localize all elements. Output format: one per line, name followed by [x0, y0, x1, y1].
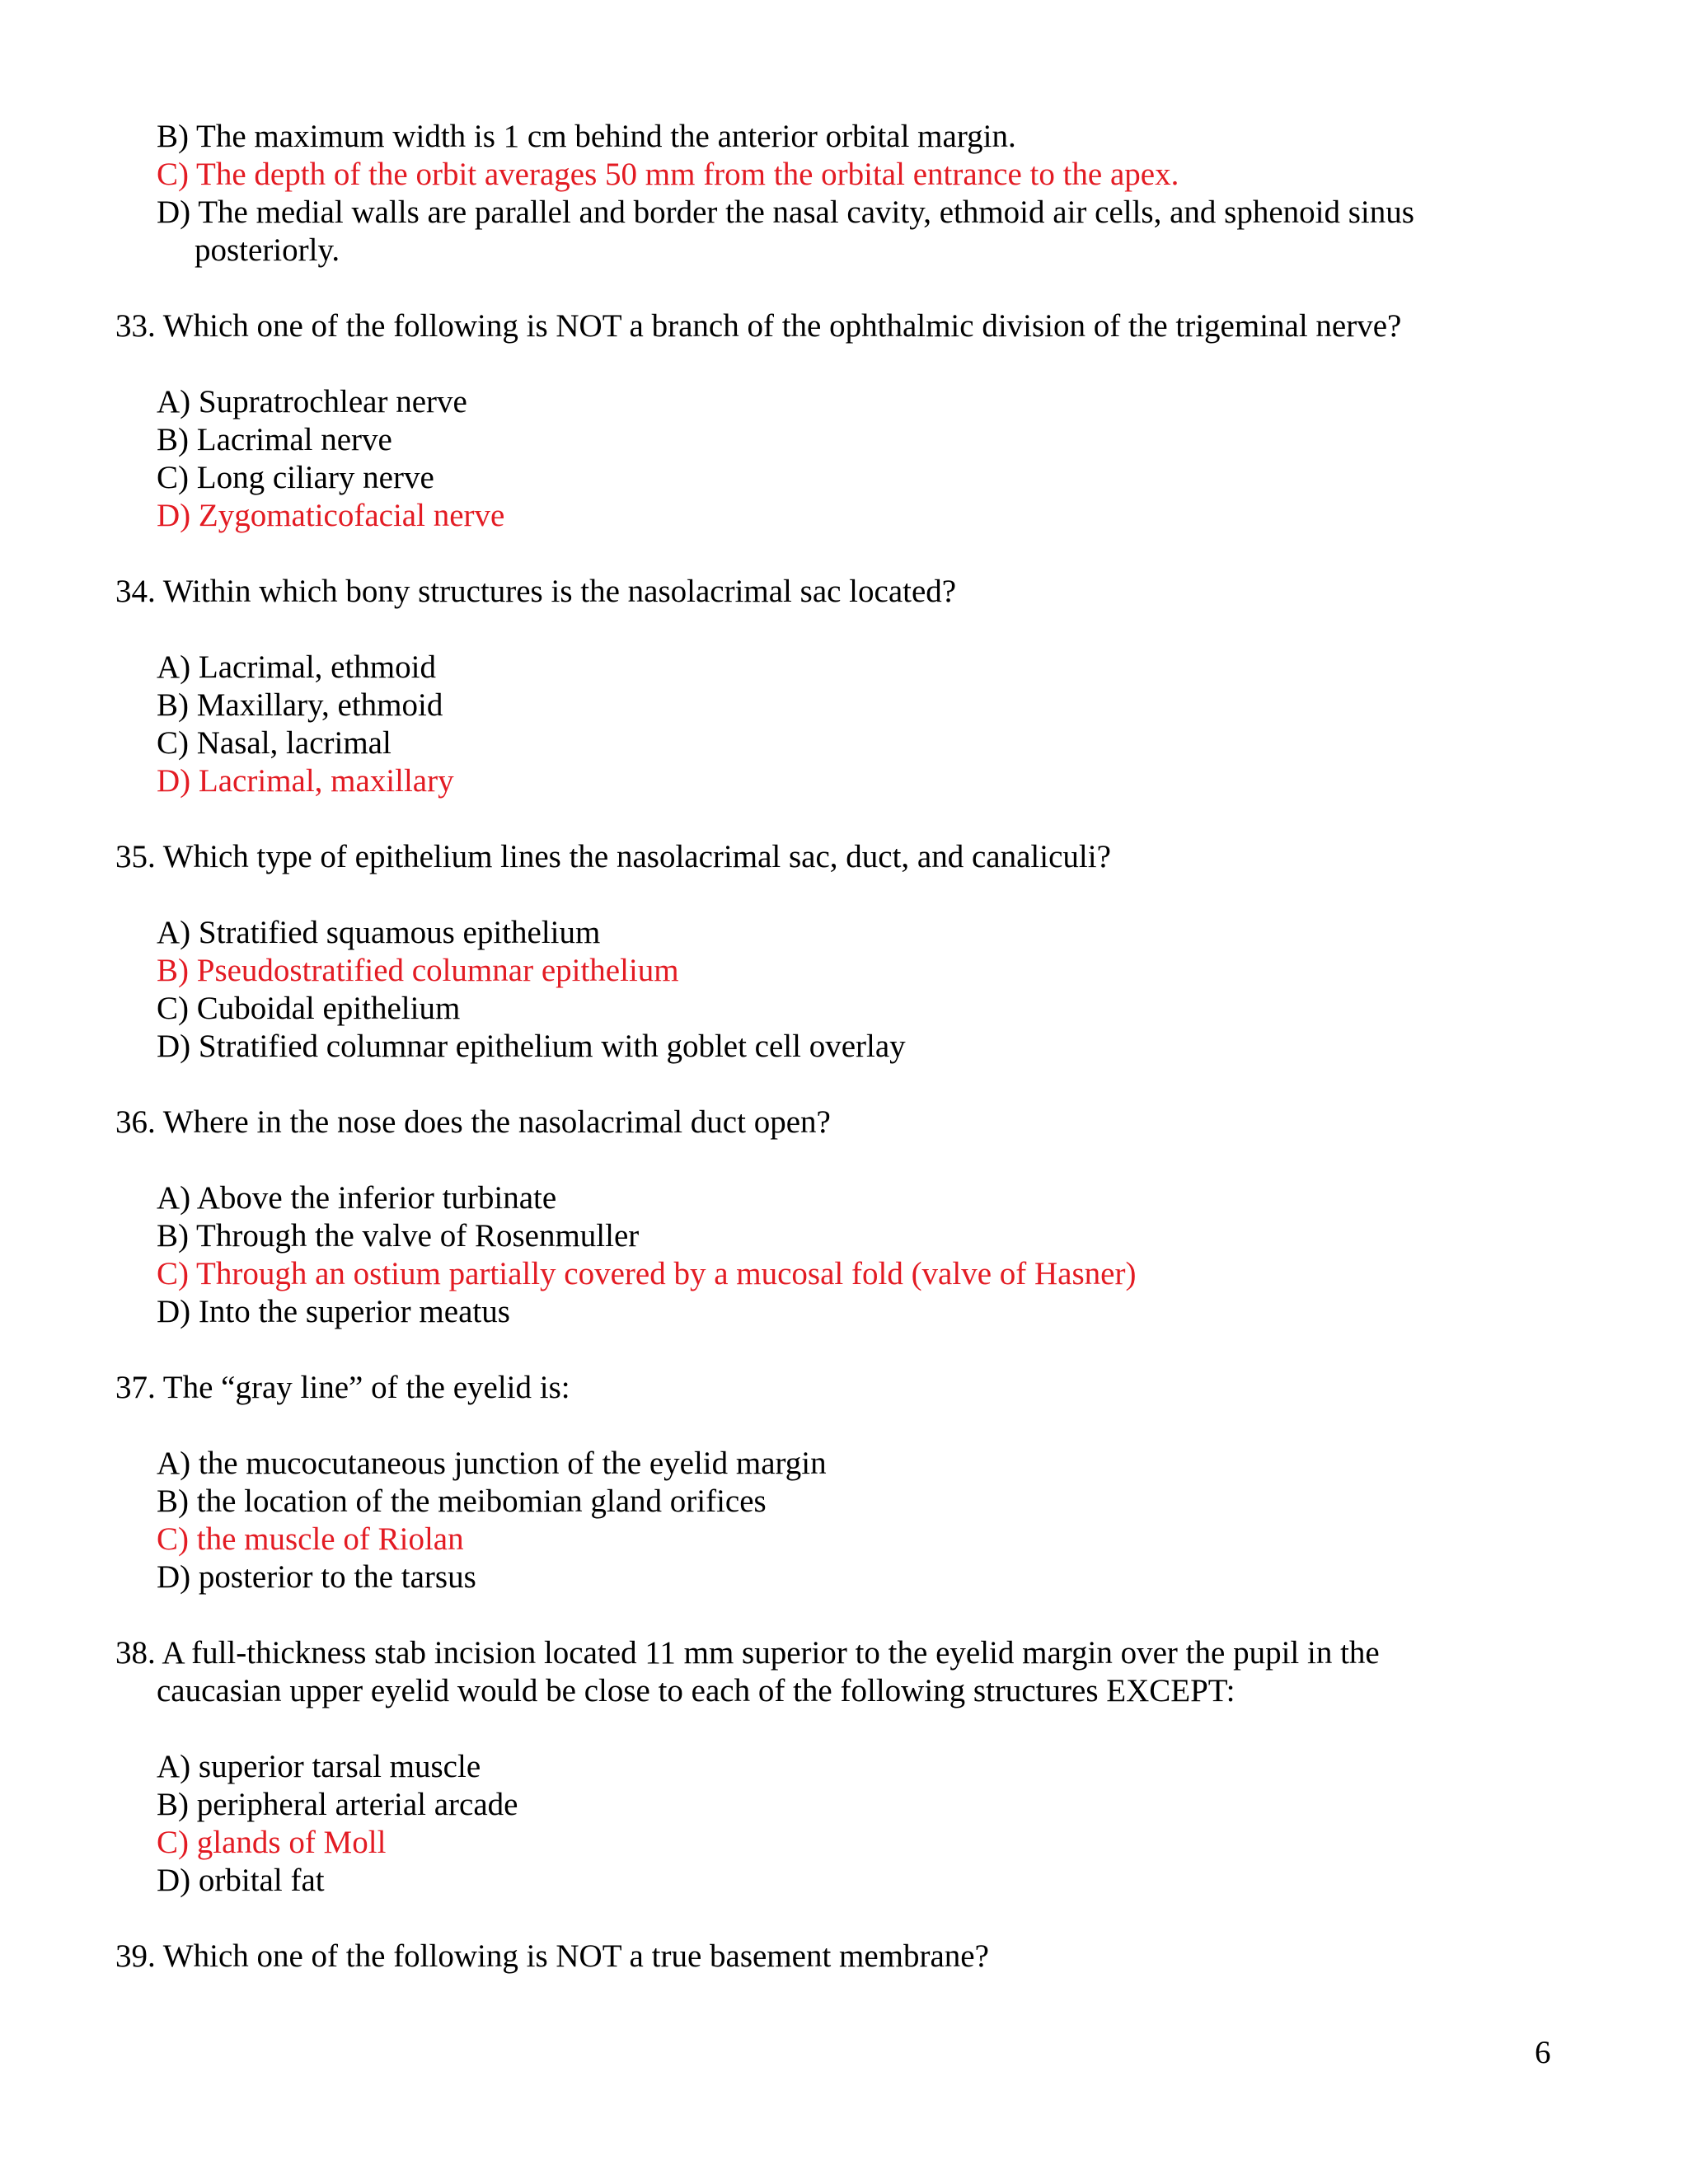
question-35-stem: 35. Which type of epithelium lines the nasolacrimal sac, duct, and canaliculi? — [115, 839, 1111, 874]
question-38-stem: 38. A full-thickness stab incision located 11 mm superior to the eyelid margin over the pupil in the — [115, 1635, 1380, 1671]
question-34-option-a: A) Lacrimal, ethmoid — [157, 649, 436, 685]
prev-option-c-correct: C) The depth of the orbit averages 50 mm from the orbital entrance to the apex. — [157, 157, 1179, 192]
question-36-stem: 36. Where in the nose does the nasolacrimal duct open? — [115, 1104, 831, 1140]
question-36-option-d: D) Into the superior meatus — [157, 1294, 510, 1329]
page-number: 6 — [1535, 2035, 1551, 2070]
question-34-option-d-correct: D) Lacrimal, maxillary — [157, 763, 454, 799]
question-34-stem: 34. Within which bony structures is the nasolacrimal sac located? — [115, 574, 957, 609]
question-36-option-c-correct: C) Through an ostium partially covered by a mucosal fold (valve of Hasner) — [157, 1256, 1137, 1291]
question-35-option-c: C) Cuboidal epithelium — [157, 991, 461, 1026]
question-37-stem: 37. The “gray line” of the eyelid is: — [115, 1370, 570, 1405]
question-38-option-d: D) orbital fat — [157, 1863, 325, 1898]
question-37-option-a: A) the mucocutaneous junction of the eyelid margin — [157, 1446, 827, 1481]
prev-option-d: D) The medial walls are parallel and border the nasal cavity, ethmoid air cells, and sphenoid sinus — [157, 194, 1414, 230]
question-37-option-b: B) the location of the meibomian gland orifices — [157, 1483, 767, 1519]
question-37-option-c-correct: C) the muscle of Riolan — [157, 1521, 464, 1557]
question-38-option-a: A) superior tarsal muscle — [157, 1749, 481, 1784]
question-33-stem: 33. Which one of the following is NOT a branch of the ophthalmic division of the trigeminal nerve? — [115, 308, 1402, 344]
prev-option-b: B) The maximum width is 1 cm behind the anterior orbital margin. — [157, 119, 1016, 154]
question-33-option-d-correct: D) Zygomaticofacial nerve — [157, 498, 505, 533]
question-33-option-a: A) Supratrochlear nerve — [157, 384, 467, 419]
question-38-option-b: B) peripheral arterial arcade — [157, 1787, 518, 1822]
question-34-option-b: B) Maxillary, ethmoid — [157, 687, 443, 723]
question-34-option-c: C) Nasal, lacrimal — [157, 725, 392, 761]
question-36-option-a: A) Above the inferior turbinate — [157, 1180, 557, 1216]
question-33-option-b: B) Lacrimal nerve — [157, 422, 392, 457]
question-36-option-b: B) Through the valve of Rosenmuller — [157, 1218, 640, 1254]
question-37-option-d: D) posterior to the tarsus — [157, 1559, 476, 1595]
question-33-option-c: C) Long ciliary nerve — [157, 460, 434, 495]
prev-option-d-continuation: posteriorly. — [195, 232, 340, 268]
question-35-option-a: A) Stratified squamous epithelium — [157, 915, 601, 950]
question-38-option-c-correct: C) glands of Moll — [157, 1825, 387, 1860]
question-35-option-b-correct: B) Pseudostratified columnar epithelium — [157, 953, 679, 988]
question-35-option-d: D) Stratified columnar epithelium with goblet cell overlay — [157, 1029, 906, 1064]
question-38-stem-continuation: caucasian upper eyelid would be close to each of the following structures EXCEPT: — [157, 1673, 1236, 1708]
question-39-stem: 39. Which one of the following is NOT a true basement membrane? — [115, 1938, 989, 1974]
